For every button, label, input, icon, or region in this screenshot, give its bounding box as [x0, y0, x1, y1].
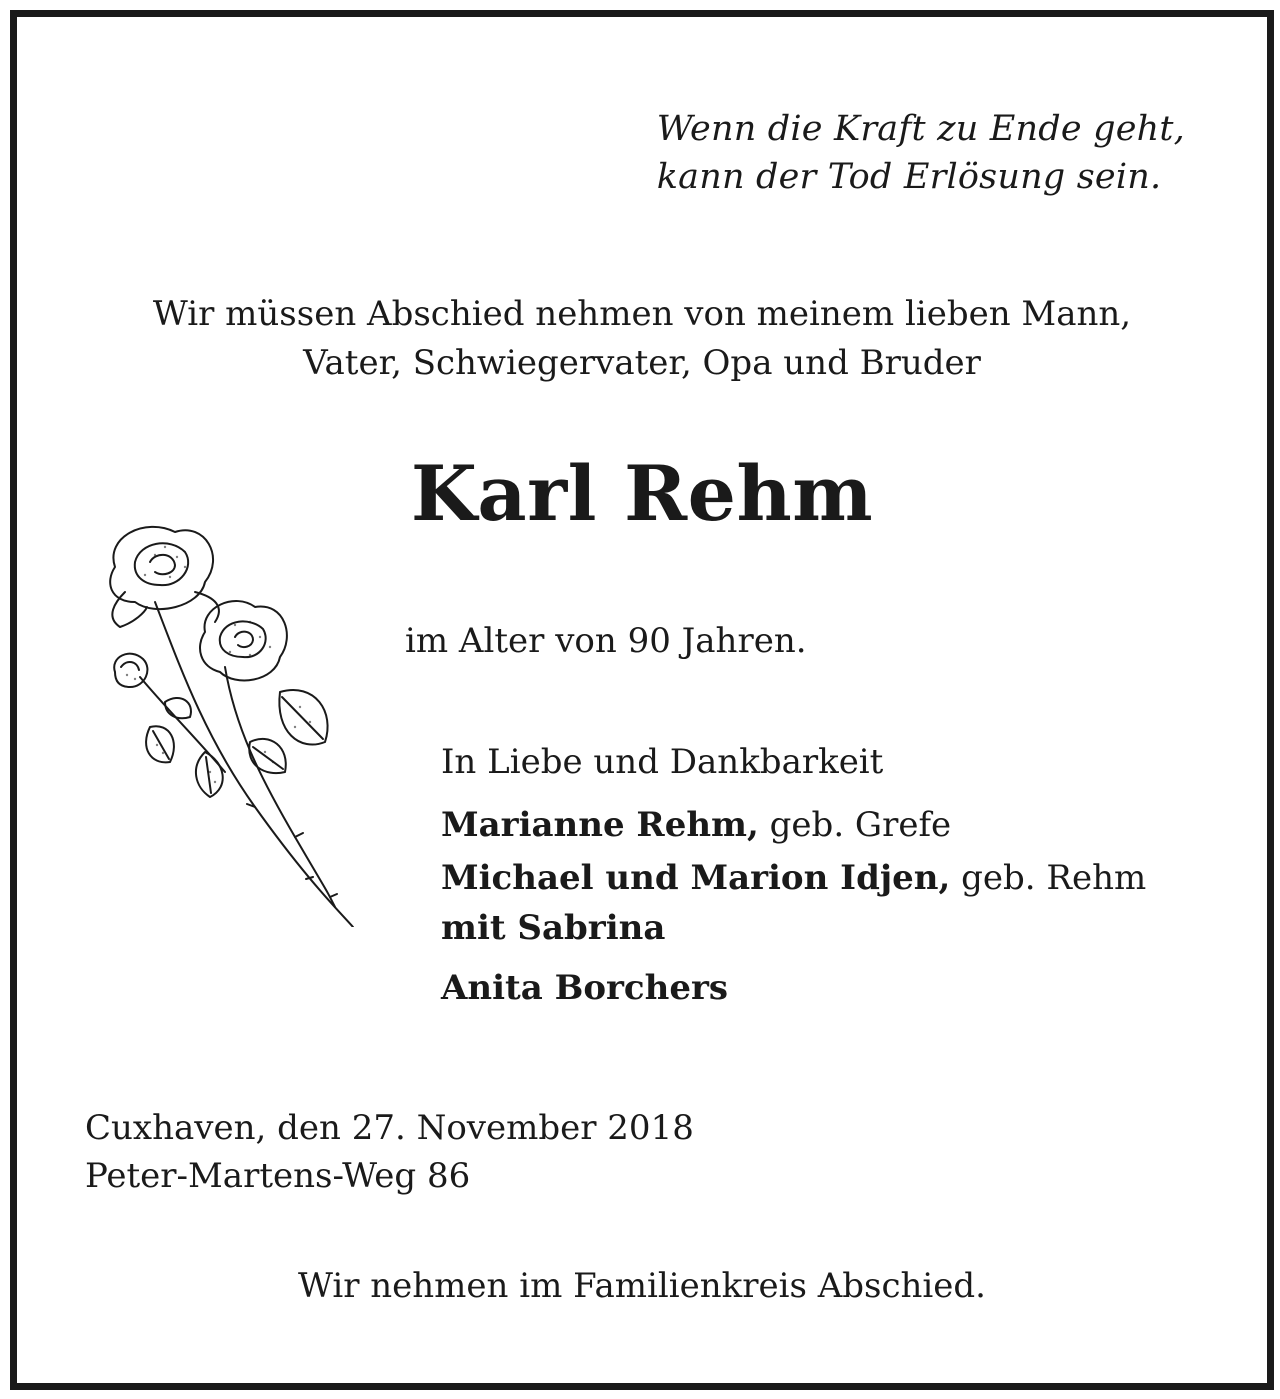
quote-line-1: Wenn die Kraft zu Ende geht, — [656, 109, 1185, 149]
quote-line-2: kann der Tod Erlösung sein. — [656, 157, 1162, 197]
deceased-name: Karl Rehm — [410, 449, 874, 538]
address: Peter-Martens-Weg 86 — [85, 1156, 471, 1196]
mourner-2-extra-name: mit Sabrina — [441, 908, 666, 948]
intro-text — [17, 290, 1267, 388]
mourner-3 — [441, 961, 1146, 1016]
mourner-1-suffix: geb. Grefe — [758, 805, 952, 845]
place-date: Cuxhaven, den 27. November 2018 — [85, 1108, 694, 1148]
intro-line-2: Vater, Schwiegervater, Opa und Bruder — [303, 343, 981, 383]
mourner-3-name: Anita Borchers — [441, 968, 729, 1008]
mourner-2-suffix: geb. Rehm — [950, 858, 1147, 898]
mourner-2-name: Michael und Marion Idjen, — [441, 858, 951, 898]
obituary-frame — [10, 10, 1274, 1390]
place-and-address — [85, 1104, 694, 1200]
mourner-2 — [441, 853, 1146, 903]
roses-icon — [85, 507, 365, 927]
mourner-1 — [441, 798, 1146, 853]
age-text: im Alter von 90 Jahren. — [405, 621, 807, 661]
mourner-2-extra — [441, 903, 1146, 953]
intro-line-1: Wir müssen Abschied nehmen von meinem lieben Mann, — [152, 294, 1132, 334]
mourners-block — [441, 735, 1146, 1016]
closing-line: In Liebe und Dankbarkeit — [441, 742, 884, 782]
epigraph-quote — [657, 105, 1185, 201]
mourner-1-name: Marianne Rehm, — [441, 805, 759, 845]
footer-note: Wir nehmen im Familienkreis Abschied. — [297, 1266, 986, 1306]
